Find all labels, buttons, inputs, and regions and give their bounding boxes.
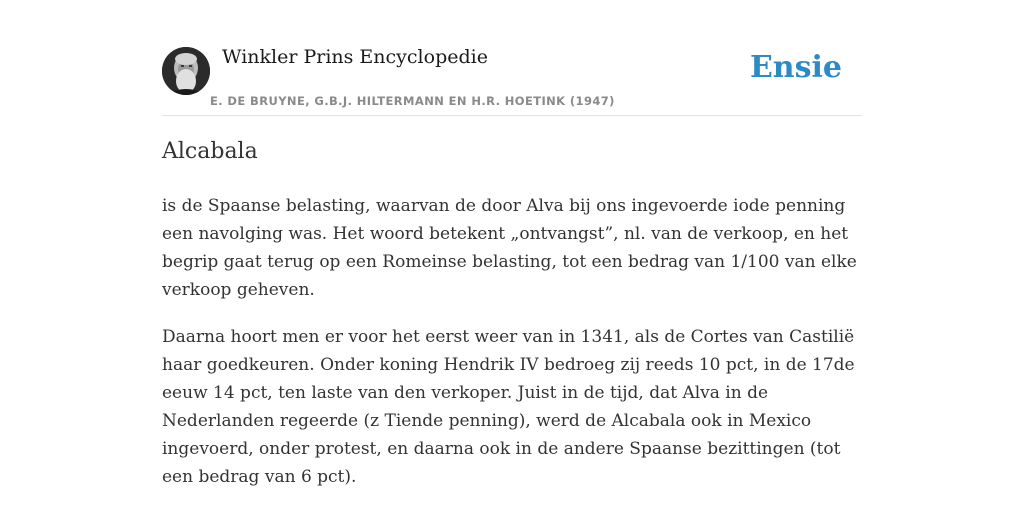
author-avatar bbox=[162, 47, 210, 95]
entry-title: Alcabala bbox=[162, 139, 258, 164]
ensie-logo-link[interactable]: Ensie bbox=[749, 50, 842, 85]
source-header bbox=[162, 44, 862, 116]
body-paragraph: Daarna hoort men er voor het eerst weer van in 1341, als de Cortes van Castilië haar goedkeuren. Onder koning Hendrik IV bedroeg zij reeds 10 pct, in de 17de eeuw 14 pct, ten laste van den verkoper. Juist in de tijd, dat Alva in de Nederlanden regeerde (z Tiende penning), werd de Alcabala ook in Mexico ingevoerd, onder protest, en daarna ook in de andere Spaanse bezittingen (tot een bedrag van 6 pct). bbox=[162, 327, 855, 487]
source-authors: E. DE BRUYNE, G.B.J. HILTERMANN EN H.R. HOETINK (1947) bbox=[210, 94, 615, 108]
body-paragraph: is de Spaanse belasting, waarvan de door Alva bij ons ingevoerde iode penning een navolging was. Het woord betekent „ontvangst”, nl. van de verkoop, en het begrip gaat terug op een Romeinse belasting, tot een bedrag van 1/100 van elke verkoop geheven. bbox=[162, 196, 857, 300]
portrait-icon bbox=[162, 47, 210, 95]
entry-body bbox=[162, 192, 867, 510]
source-title[interactable]: Winkler Prins Encyclopedie bbox=[222, 46, 488, 68]
